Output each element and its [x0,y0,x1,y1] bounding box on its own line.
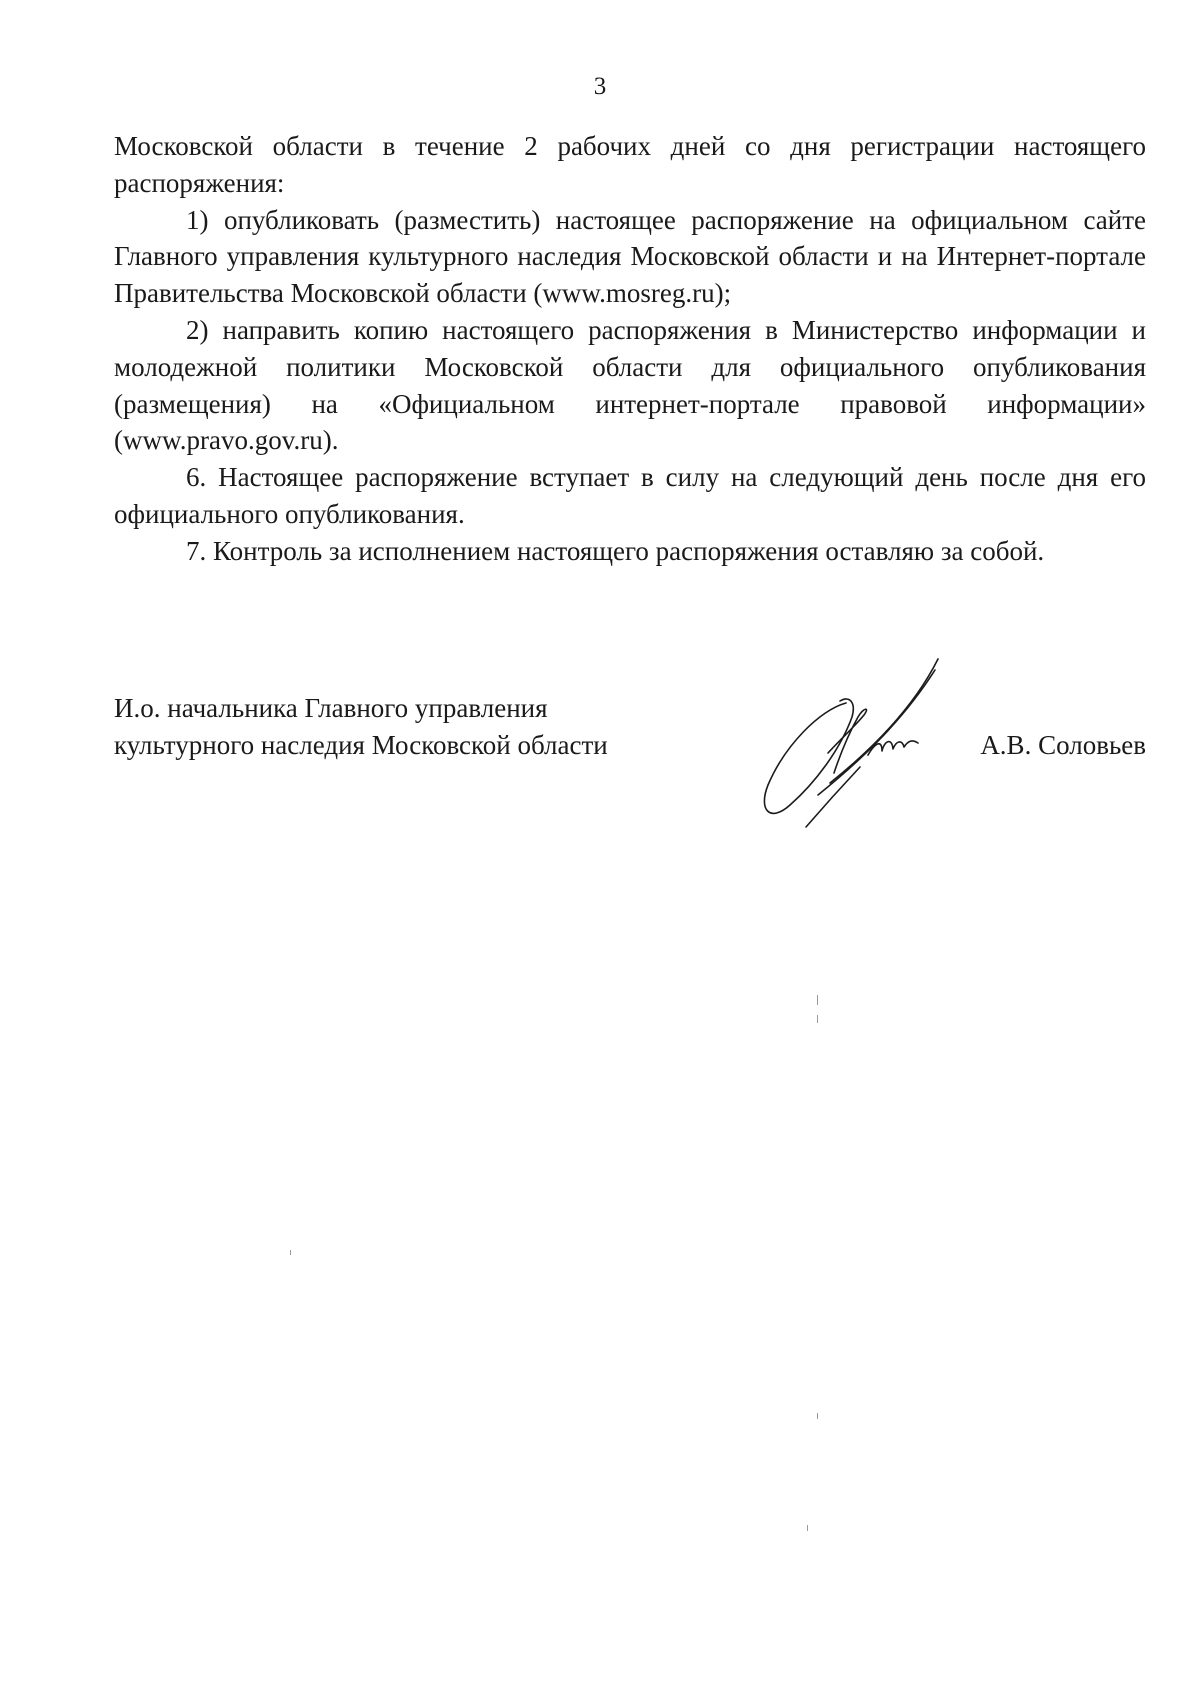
signer-name: А.В. Соловьев [980,730,1146,760]
paragraph-clause-6: 6. Настоящее распоряжение вступает в силу на следующий день после дня его официального опубликования. [114,462,1146,529]
paragraph-item-1: 1) опубликовать (разместить) настоящее распоряжение на официальном сайте Главного управления культурного наследия Московской области и на Интернет-портале Правительства Московской области (www.mosreg.ru); [114,204,1146,309]
signer-position [114,690,608,764]
signer-position-line-1: И.о. начальника Главного управления [114,693,548,723]
scan-speck [817,1413,818,1419]
paragraph-clause-7: 7. Контроль за исполнением настоящего распоряжения оставляю за собой. [186,535,1045,566]
paragraph-intro: Московской области в течение 2 рабочих дней со дня регистрации настоящего распоряжения: [114,131,1146,198]
document-body [114,128,1146,570]
scan-speck [817,995,818,1005]
scan-speck [290,1250,291,1255]
scan-speck [817,1015,818,1023]
scan-speck [807,1525,808,1531]
page-number: 3 [593,73,607,100]
paragraph-item-2: 2) направить копию настоящего распоряжения в Министерство информации и молодежной политики Московской области для официального опубликования (размещения) на «Официальном интернет-портале правовой информации» (www.pravo.gov.ru). [114,314,1146,456]
signer-position-line-2: культурного наследия Московской области [114,730,608,760]
